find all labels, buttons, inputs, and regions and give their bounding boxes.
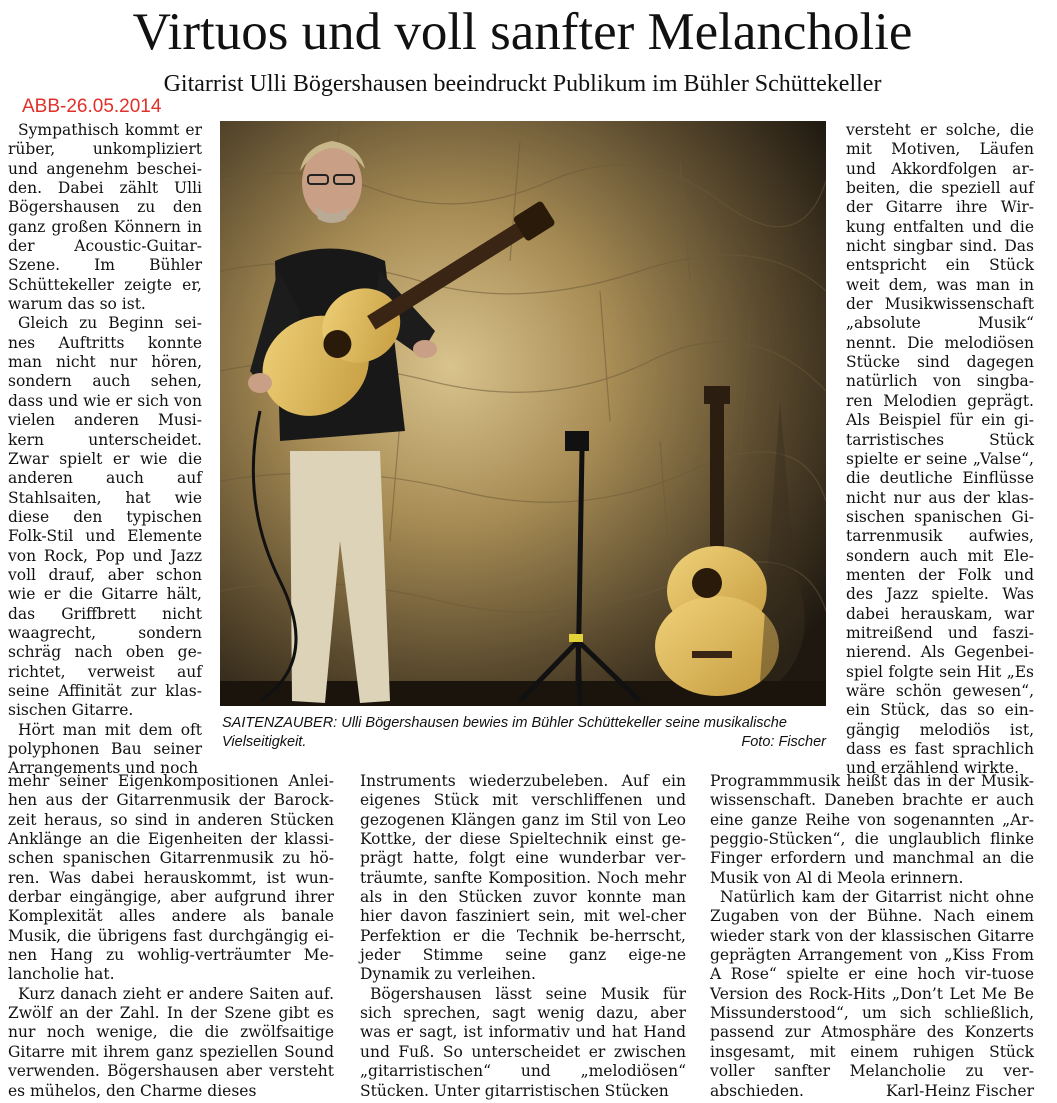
paragraph: Hört man mit dem oft polyphonen Bau seiner Arrangements und noch xyxy=(8,720,202,778)
column-1-upper xyxy=(8,121,202,779)
column-3-upper xyxy=(846,121,1034,779)
paragraph: Programmmusik heißt das in der Musik-wissenschaft. Daneben brachte er auch eine ganze Reihe von sogenannten „Ar-peggio-Stücken“, die unglaublich flinke Finger erfordern und manchmal an die Musik von Al di Meola erinnern. xyxy=(710,772,1034,887)
paragraph xyxy=(710,888,1034,1101)
article-headline: Virtuos und voll sanfter Melancholie xyxy=(132,3,913,61)
archive-date-stamp: ABB-26.05.2014 xyxy=(22,96,162,117)
concert-photo xyxy=(220,121,826,706)
paragraph: Instruments wiederzubeleben. Auf ein eigenes Stück mit verschliffenen und gezogenen Klängen ganz im Stil von Leo Kottke, der diese Spieltechnik einst ge-prägt hatte, folgt eine wunderbar ver-träumte, sanfte Komposition. Noch mehr als in den Stücken zuvor konnte man hier davon fasziniert sein, mit wel-cher Perfektion er die Technik be-herrscht, jeder Stimme seine ganz eige-ne Dynamik zu verleihen. xyxy=(360,772,686,984)
paragraph-text: Natürlich kam der Gitarrist nicht ohne Zugaben von der Bühne. Nach einem wieder stark von der klassischen Gitarre geprägten Arrangement von „Kiss From A Rose“ spielte er eine hoch vir-tuose Version des Rock-Hits „Don’t Let Me Be Missunderstood“, um sich schließlich, passend zur Atmosphäre des Konzerts insgesamt, mit einem ruhigen Stück voller sanfter Melancholie zu ver-abschieden. xyxy=(710,888,1034,1100)
column-2 xyxy=(360,772,686,1101)
paragraph: Kurz danach zieht er andere Saiten auf. Zwölf an der Zahl. In der Szene gibt es nur noch wenige, die die zwölfsaitige Gitarre mit ihrem ganz speziellen Sound verwenden. Bögershausen aber versteht es mühelos, den Charme dieses xyxy=(8,984,334,1100)
caption-text: SAITENZAUBER: Ulli Bögershausen bewies im Bühler Schüttekeller seine musikalische Vielseitigkeit. xyxy=(222,715,787,750)
column-1-lower xyxy=(8,772,334,1101)
author-byline: Karl-Heinz Fischer xyxy=(885,1081,1034,1100)
photo-credit: Foto: Fischer xyxy=(741,734,826,750)
paragraph: Sympathisch kommt er rüber, unkompliziert und angenehm beschei-den. Dabei zählt Ulli Bögershausen zu den ganz großen Könnern in der Acoustic-Guitar-Szene. Im Bühler Schüttekeller zeigte er, warum das so ist. xyxy=(8,121,202,314)
paragraph: Bögershausen lässt seine Musik für sich sprechen, sagt wenig dazu, aber was er sagt, ist informativ und hat Hand und Fuß. So unterscheidet er zwischen „gitarristischen“ und „melodiösen“ Stücken. Unter gitarristischen Stücken xyxy=(360,984,686,1100)
paragraph: Gleich zu Beginn sei-nes Auftritts konnte man nicht nur hören, sondern auch sehen, dass und wie er sich von vielen anderen Musi-kern unterscheidet. Zwar spielt er wie die anderen auch auf Stahlsaiten, hat wie diese den typischen Folk-Stil und Elemente von Rock, Pop und Jazz voll drauf, aber schon wie er die Gitarre hält, das Griffbrett nicht waagrecht, sondern schräg nach oben ge-richtet, verweist auf seine Affinität zur klas-sischen Gitarre. xyxy=(8,314,202,720)
column-3-lower xyxy=(710,772,1034,1101)
photo-caption xyxy=(222,714,826,752)
article-subheadline: Gitarrist Ulli Bögershausen beeindruckt Publikum im Bühler Schüttekeller xyxy=(163,71,882,97)
paragraph: versteht er solche, die mit Motiven, Läufen und Akkordfolgen ar-beiten, die speziell auf der Gitarre ihre Wir-kung entfalten und die nicht singbar sind. Das entspricht ein Stück weit dem, was man in der Musikwissenschaft „absolute Musik“ nennt. Die melodiösen Stücke sind dagegen natürlich von singba-ren Melodien geprägt. Als Beispiel für ein gi-tarristisches Stück spielte er seine „Valse“, die deutliche Einflüsse nicht nur aus der klas-sischen spanischen Gi-tarrenmusik aufwies, sondern auch mit Ele-menten der Folk und des Jazz spielte. Was dabei herauskam, war mitreißend und faszi-nierend. Als Gegenbei-spiel folgte sein Hit „Es wäre schön gewesen“, ein Stück, das so ein-gängig melodiös ist, dass es fast sprachlich und erzählend wirkte. xyxy=(846,121,1034,778)
paragraph: mehr seiner Eigenkompositionen Anlei-hen aus der Gitarrenmusik der Barock-zeit heraus, so sind in anderen Stücken Anklänge an die Eigenheiten der klassi-schen spanischen Gitarrenmusik zu hö-ren. Was dabei herauskommt, ist wun-derbar eingängige, aber aufgrund ihrer Komplexität alles andere als banale Musik, die übrigens fast durchgängig ei-nen Hang zu wohlig-verträumter Me-lancholie hat. xyxy=(8,772,334,984)
